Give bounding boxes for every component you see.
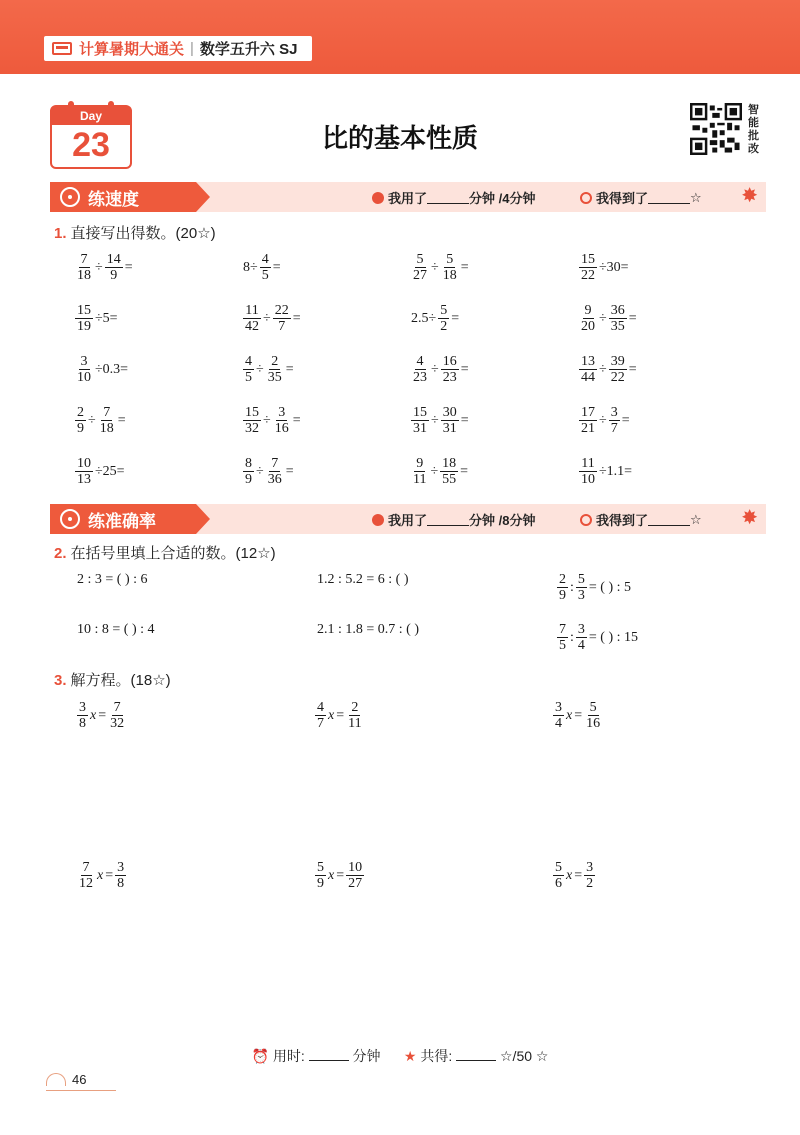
sun-icon bbox=[46, 1073, 66, 1086]
numerator: 4 bbox=[416, 354, 424, 369]
numerator: 7 bbox=[113, 700, 121, 715]
book-icon bbox=[52, 41, 74, 57]
operator-text: ÷ bbox=[263, 310, 271, 326]
numerator: 3 bbox=[586, 860, 594, 875]
numerator: 7 bbox=[559, 622, 566, 637]
fraction bbox=[609, 405, 620, 436]
section-tab-speed bbox=[50, 182, 196, 212]
operator-text: ÷25= bbox=[95, 463, 125, 479]
fraction bbox=[108, 700, 126, 731]
variable: x bbox=[328, 707, 335, 723]
denominator: 42 bbox=[245, 319, 259, 334]
denominator: 27 bbox=[348, 876, 363, 891]
question-3-label bbox=[54, 669, 171, 690]
numerator: 17 bbox=[581, 405, 595, 420]
denominator: 3 bbox=[577, 588, 585, 603]
numerator: 5 bbox=[577, 572, 585, 587]
fraction bbox=[579, 354, 597, 385]
page-number-area bbox=[46, 1072, 86, 1087]
operator-text: = bbox=[285, 463, 294, 479]
time-used-label: 我用了 bbox=[388, 513, 428, 528]
fraction bbox=[553, 700, 564, 731]
expression bbox=[578, 252, 630, 283]
operator-text: ÷ bbox=[88, 412, 96, 428]
variable: x bbox=[566, 707, 573, 723]
fraction bbox=[75, 456, 93, 487]
operator-text: ÷ bbox=[431, 259, 439, 275]
operator-text: 1.2 : 5.2 = 6 : ( ) bbox=[317, 572, 409, 587]
numerator: 3 bbox=[555, 700, 562, 715]
operator-text: = bbox=[272, 259, 281, 275]
fraction bbox=[576, 622, 587, 653]
denominator: 2 bbox=[586, 876, 594, 891]
equation bbox=[314, 860, 365, 891]
expression bbox=[410, 405, 470, 436]
fraction bbox=[266, 354, 284, 385]
section-title: 练速度 bbox=[88, 189, 139, 209]
numerator: 9 bbox=[416, 456, 424, 471]
fraction bbox=[441, 405, 459, 436]
denominator: 44 bbox=[581, 370, 595, 385]
fraction bbox=[243, 354, 254, 385]
fraction bbox=[98, 405, 116, 436]
numerator: 10 bbox=[348, 860, 363, 875]
denominator: 12 bbox=[79, 876, 93, 891]
operator-text: = bbox=[336, 707, 345, 723]
numerator: 15 bbox=[581, 252, 595, 267]
score-blank[interactable] bbox=[648, 191, 690, 204]
denominator: 32 bbox=[245, 421, 259, 436]
operator-text: = bbox=[621, 412, 630, 428]
variable: x bbox=[328, 867, 335, 883]
numerator: 5 bbox=[555, 860, 562, 875]
numerator: 18 bbox=[442, 456, 457, 471]
denominator: 7 bbox=[317, 716, 324, 731]
fraction bbox=[75, 252, 93, 283]
numerator: 2 bbox=[559, 572, 566, 587]
denominator: 4 bbox=[577, 638, 585, 653]
question-text: 在括号里填上合适的数。(12☆) bbox=[70, 545, 276, 562]
fraction bbox=[584, 700, 602, 731]
stopwatch-icon bbox=[60, 187, 80, 207]
denominator: 23 bbox=[413, 370, 427, 385]
score-label: 我得到了 bbox=[596, 191, 649, 206]
denominator: 9 bbox=[110, 268, 118, 283]
denominator: 18 bbox=[99, 421, 114, 436]
score-label: 我得到了 bbox=[596, 513, 649, 528]
score-record bbox=[580, 188, 702, 207]
denominator: 8 bbox=[117, 876, 125, 891]
numerator: 7 bbox=[103, 405, 111, 420]
time-record bbox=[372, 510, 535, 529]
denominator: 27 bbox=[413, 268, 427, 283]
denominator: 10 bbox=[77, 370, 91, 385]
fraction bbox=[77, 860, 95, 891]
operator-text: ÷30= bbox=[599, 259, 629, 275]
fraction bbox=[557, 622, 568, 653]
question-text: 直接写出得数。(20☆) bbox=[70, 225, 216, 242]
operator-text: = bbox=[285, 361, 294, 377]
page-number: 46 bbox=[72, 1072, 87, 1087]
numerator: 16 bbox=[442, 354, 457, 369]
fraction bbox=[579, 303, 597, 334]
numerator: 15 bbox=[77, 303, 91, 318]
denominator: 11 bbox=[413, 472, 427, 487]
operator-text: ÷ bbox=[430, 463, 439, 479]
fraction bbox=[75, 405, 86, 436]
denominator: 22 bbox=[610, 370, 625, 385]
divider: | bbox=[190, 40, 194, 57]
equation bbox=[552, 700, 603, 731]
fraction bbox=[315, 700, 326, 731]
expression bbox=[242, 303, 302, 334]
fraction bbox=[441, 252, 459, 283]
operator-text: = bbox=[117, 412, 126, 428]
fraction bbox=[243, 303, 261, 334]
fraction bbox=[273, 303, 291, 334]
equation bbox=[76, 860, 127, 891]
operator-text: 2 : 3 = ( ) : 6 bbox=[77, 572, 148, 587]
operator-text: : bbox=[570, 579, 574, 595]
operator-text: = bbox=[105, 867, 114, 883]
operator-text: = bbox=[460, 463, 469, 479]
denominator: 8 bbox=[79, 716, 86, 731]
operator-text: = bbox=[336, 867, 345, 883]
question-number: 1. bbox=[54, 225, 67, 242]
operator-text: ÷ bbox=[431, 361, 439, 377]
fraction bbox=[75, 354, 93, 385]
page-title: 比的基本性质 bbox=[321, 123, 478, 153]
operator-text: ÷0.3= bbox=[95, 361, 129, 377]
time-unit: 分钟 bbox=[352, 1048, 381, 1064]
denominator: 6 bbox=[555, 876, 562, 891]
star-icon: ☆ bbox=[690, 189, 702, 205]
numerator: 2 bbox=[271, 354, 279, 369]
fraction bbox=[75, 303, 93, 334]
numerator: 3 bbox=[117, 860, 125, 875]
fraction bbox=[243, 456, 254, 487]
total-blank[interactable] bbox=[456, 1048, 496, 1061]
denominator: 9 bbox=[317, 876, 324, 891]
denominator: 9 bbox=[77, 421, 84, 436]
fraction bbox=[609, 354, 627, 385]
series-banner bbox=[44, 36, 312, 61]
denominator: 32 bbox=[110, 716, 125, 731]
denominator: 20 bbox=[581, 319, 595, 334]
clock-icon bbox=[372, 192, 384, 204]
fraction bbox=[411, 252, 429, 283]
denominator: 31 bbox=[413, 421, 427, 436]
numerator: 11 bbox=[245, 303, 259, 318]
question-number: 2. bbox=[54, 545, 67, 562]
variable: x bbox=[90, 707, 97, 723]
numerator: 3 bbox=[278, 405, 286, 420]
time-used-label: 我用了 bbox=[388, 191, 428, 206]
fraction bbox=[260, 252, 271, 283]
fraction bbox=[438, 303, 449, 334]
fraction bbox=[346, 860, 364, 891]
operator-text: ÷ bbox=[256, 463, 264, 479]
question-2-label bbox=[54, 542, 276, 563]
denominator: 35 bbox=[610, 319, 625, 334]
score-record bbox=[580, 510, 702, 529]
operator-text: 10 : 8 = ( ) : 4 bbox=[77, 622, 155, 637]
numerator: 3 bbox=[79, 700, 86, 715]
fraction bbox=[557, 572, 568, 603]
equation bbox=[76, 700, 127, 731]
denominator: 7 bbox=[610, 421, 618, 436]
numerator: 2 bbox=[351, 700, 359, 715]
expression bbox=[578, 405, 631, 436]
section-bar-accuracy bbox=[50, 504, 766, 534]
section-tab-accuracy bbox=[50, 504, 196, 534]
numerator: 5 bbox=[317, 860, 324, 875]
question-text: 解方程。(18☆) bbox=[70, 672, 171, 689]
numerator: 15 bbox=[245, 405, 259, 420]
time-record bbox=[372, 188, 535, 207]
expression bbox=[242, 456, 295, 487]
fraction bbox=[576, 572, 587, 603]
numerator: 3 bbox=[80, 354, 88, 369]
denominator: 10 bbox=[581, 472, 595, 487]
operator-text: ÷5= bbox=[95, 310, 118, 326]
expression bbox=[410, 456, 469, 487]
series-title: 计算暑期大通关 bbox=[79, 41, 185, 58]
denominator: 9 bbox=[559, 588, 566, 603]
numerator: 3 bbox=[577, 622, 585, 637]
fraction bbox=[411, 456, 428, 487]
numerator: 7 bbox=[82, 860, 90, 875]
question-1-label bbox=[54, 222, 216, 243]
denominator: 5 bbox=[245, 370, 252, 385]
numerator: 7 bbox=[271, 456, 279, 471]
variable: x bbox=[97, 867, 104, 883]
star-icon: ★ bbox=[403, 1048, 417, 1064]
operator-text: = bbox=[628, 310, 637, 326]
check-icon bbox=[580, 192, 592, 204]
expression bbox=[242, 354, 295, 385]
denominator: 36 bbox=[267, 472, 282, 487]
section-bar-speed bbox=[50, 182, 766, 212]
day-number: 23 bbox=[72, 126, 110, 164]
star-icon: ☆ bbox=[690, 511, 702, 527]
numerator: 13 bbox=[581, 354, 595, 369]
qr-caption: 智能批改 bbox=[748, 104, 759, 155]
ratio-item bbox=[556, 572, 632, 603]
expression bbox=[74, 405, 127, 436]
numerator: 22 bbox=[274, 303, 289, 318]
numerator: 39 bbox=[610, 354, 625, 369]
section-title: 练准确率 bbox=[88, 511, 156, 531]
fraction bbox=[441, 354, 459, 385]
operator-text: = bbox=[460, 412, 469, 428]
expression bbox=[74, 303, 119, 334]
alarm-clock-icon: ⏰ bbox=[251, 1048, 269, 1064]
denominator: 2 bbox=[440, 319, 448, 334]
time-blank[interactable] bbox=[309, 1048, 349, 1061]
numerator: 15 bbox=[413, 405, 427, 420]
denominator: 13 bbox=[77, 472, 91, 487]
denominator: 19 bbox=[77, 319, 91, 334]
operator-text: = bbox=[124, 259, 133, 275]
subject-label: 数学五升六 SJ bbox=[199, 41, 298, 58]
numerator: 4 bbox=[261, 252, 269, 267]
time-limit: 分钟 /8分钟 bbox=[469, 513, 536, 528]
time-blank[interactable] bbox=[427, 513, 469, 526]
fraction bbox=[105, 252, 123, 283]
operator-text: = bbox=[628, 361, 637, 377]
fraction bbox=[77, 700, 88, 731]
fraction bbox=[243, 405, 261, 436]
numerator: 11 bbox=[581, 456, 595, 471]
denominator: 4 bbox=[555, 716, 562, 731]
denominator: 22 bbox=[581, 268, 595, 283]
clock-icon bbox=[372, 514, 384, 526]
fraction bbox=[553, 860, 564, 891]
operator-text: = bbox=[460, 259, 469, 275]
qr-code-icon[interactable] bbox=[690, 103, 742, 155]
operator-text: = ( ) : 15 bbox=[588, 629, 638, 645]
total-label: 共得: bbox=[420, 1048, 453, 1064]
operator-text: ÷ bbox=[599, 412, 607, 428]
fraction bbox=[609, 303, 627, 334]
numerator: 5 bbox=[440, 303, 448, 318]
denominator: 35 bbox=[267, 370, 282, 385]
operator-text: ÷ bbox=[263, 412, 271, 428]
operator-text: = bbox=[460, 361, 469, 377]
denominator: 21 bbox=[581, 421, 595, 436]
numerator: 3 bbox=[610, 405, 618, 420]
fraction bbox=[579, 456, 597, 487]
numerator: 7 bbox=[80, 252, 88, 267]
numerator: 5 bbox=[416, 252, 424, 267]
denominator: 18 bbox=[77, 268, 91, 283]
equation bbox=[552, 860, 596, 891]
score-blank[interactable] bbox=[648, 513, 690, 526]
numerator: 4 bbox=[317, 700, 324, 715]
fraction bbox=[266, 456, 284, 487]
numerator: 30 bbox=[442, 405, 457, 420]
fraction bbox=[579, 405, 597, 436]
expression bbox=[410, 354, 470, 385]
operator-text: 2.5÷ bbox=[411, 310, 437, 326]
numerator: 5 bbox=[446, 252, 454, 267]
expression bbox=[578, 456, 633, 487]
denominator: 55 bbox=[442, 472, 457, 487]
ratio-item bbox=[76, 572, 149, 588]
operator-text: 2.1 : 1.8 = 0.7 : ( ) bbox=[317, 622, 419, 637]
equation bbox=[314, 700, 365, 731]
operator-text: = bbox=[292, 412, 301, 428]
denominator: 11 bbox=[348, 716, 362, 731]
fraction bbox=[440, 456, 458, 487]
denominator: 23 bbox=[442, 370, 457, 385]
expression bbox=[74, 456, 126, 487]
numerator: 36 bbox=[610, 303, 625, 318]
operator-text: = bbox=[574, 867, 583, 883]
expression bbox=[410, 252, 470, 283]
check-icon bbox=[580, 514, 592, 526]
expression bbox=[74, 354, 129, 385]
divider bbox=[46, 1090, 116, 1091]
operator-text: ÷ bbox=[431, 412, 439, 428]
target-icon bbox=[60, 509, 80, 529]
fraction bbox=[579, 252, 597, 283]
denominator: 7 bbox=[278, 319, 286, 334]
question-number: 3. bbox=[54, 672, 67, 689]
expression bbox=[578, 303, 638, 334]
expression bbox=[242, 252, 282, 283]
denominator: 16 bbox=[586, 716, 601, 731]
denominator: 18 bbox=[442, 268, 457, 283]
variable: x bbox=[566, 867, 573, 883]
star-decoration-icon: ✸ bbox=[741, 507, 758, 529]
operator-text: ÷ bbox=[95, 259, 103, 275]
numerator: 4 bbox=[245, 354, 252, 369]
numerator: 10 bbox=[77, 456, 91, 471]
expression bbox=[410, 303, 460, 334]
footer-summary bbox=[0, 1046, 800, 1066]
denominator: 16 bbox=[274, 421, 289, 436]
operator-text: 8÷ bbox=[243, 259, 258, 275]
expression bbox=[74, 252, 134, 283]
ratio-item bbox=[316, 622, 420, 638]
operator-text: = bbox=[574, 707, 583, 723]
numerator: 9 bbox=[584, 303, 592, 318]
total-max: ☆/50 ☆ bbox=[500, 1048, 549, 1064]
denominator: 9 bbox=[245, 472, 252, 487]
day-label: Day bbox=[52, 107, 130, 125]
fraction bbox=[115, 860, 126, 891]
operator-text: ÷ bbox=[599, 310, 607, 326]
operator-text: ÷ bbox=[256, 361, 264, 377]
time-limit: 分钟 /4分钟 bbox=[469, 191, 536, 206]
operator-text: = ( ) : 5 bbox=[588, 579, 631, 595]
numerator: 8 bbox=[245, 456, 252, 471]
time-blank[interactable] bbox=[427, 191, 469, 204]
fraction bbox=[411, 405, 429, 436]
operator-text: ÷ bbox=[599, 361, 607, 377]
numerator: 5 bbox=[589, 700, 597, 715]
fraction bbox=[346, 700, 363, 731]
ratio-item bbox=[76, 622, 156, 638]
star-decoration-icon: ✸ bbox=[741, 185, 758, 207]
ratio-item bbox=[316, 572, 410, 588]
expression bbox=[578, 354, 638, 385]
ratio-item bbox=[556, 622, 639, 653]
operator-text: = bbox=[292, 310, 301, 326]
operator-text: = bbox=[451, 310, 460, 326]
numerator: 14 bbox=[106, 252, 121, 267]
expression bbox=[242, 405, 302, 436]
time-label: 用时: bbox=[272, 1048, 305, 1064]
fraction bbox=[273, 405, 291, 436]
denominator: 5 bbox=[261, 268, 269, 283]
operator-text: = bbox=[98, 707, 107, 723]
operator-text: ÷1.1= bbox=[599, 463, 633, 479]
operator-text: : bbox=[570, 629, 574, 645]
fraction bbox=[584, 860, 595, 891]
denominator: 5 bbox=[559, 638, 566, 653]
fraction bbox=[411, 354, 429, 385]
fraction bbox=[315, 860, 326, 891]
numerator: 2 bbox=[77, 405, 84, 420]
denominator: 31 bbox=[442, 421, 457, 436]
